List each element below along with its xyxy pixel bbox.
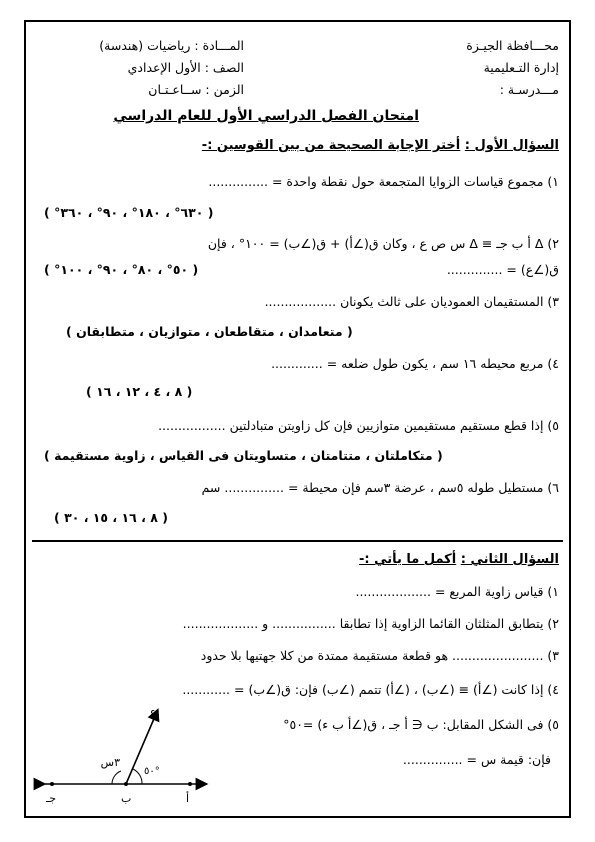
q2-item-5-answer: فإن: قيمة س = ............... [402, 752, 551, 767]
q1-choices-1: ( ٦٣٠° ، ١٨٠° ، ٩٠° ، ٣٦٠° ) [44, 205, 214, 220]
school: مـــدرسـة : [499, 82, 559, 97]
angle-arc-x [112, 771, 121, 784]
q2-item-1: ١) قياس زاوية المربع = ................... [355, 584, 559, 599]
subject: المـــادة : رياضيات (هندسة) [99, 38, 244, 53]
q1-item-6: ٦) مستطيل طوله ٥سم ، عرضة ٣سم فإن محيطة = ............... سم [201, 480, 559, 495]
label-b: ب [121, 792, 132, 805]
q1-heading-label: السؤال الأول : [464, 138, 559, 153]
exam-frame [24, 20, 571, 818]
label-d: ء [150, 705, 156, 719]
q1-choices-2: ( ٥٠° ، ٨٠° ، ٩٠° ، ١٠٠° ) [44, 262, 199, 277]
angle-figure [32, 702, 242, 812]
q1-choices-4: ( ٨ ، ٤ ، ١٢ ، ١٦ ) [86, 384, 193, 399]
label-x: ٣س [100, 756, 120, 769]
label-a: أ [186, 792, 190, 805]
q2-heading [359, 552, 559, 567]
q1-choices-3: ( متعامدان ، متقاطعان ، متوازيان ، متطابقان ) [66, 324, 353, 339]
q1-heading [202, 138, 559, 153]
q2-heading-label: السؤال الثاني : [460, 552, 559, 567]
point-a [188, 782, 192, 786]
time: الزمن : ســاعـتـان [148, 82, 244, 97]
label-c: جـ [46, 792, 57, 805]
section-divider [32, 540, 563, 542]
q1-item-3: ٣) المستقيمان العموديان على ثالث يكونان .................. [264, 294, 559, 309]
q2-item-5: ٥) فى الشكل المقابل: ب ∈ أ جـ ، ق(∠أ ب ء) =٥٠° [283, 717, 559, 732]
grade: الصف : الأول الإعدادي [127, 60, 244, 75]
q1-choices-5: ( متكاملتان ، متتامتان ، متساويتان فى القياس ، زاوية مستقيمة ) [44, 448, 443, 463]
q1-item-2: ٢) Δ أ ب جـ ≡ Δ س ص ع ، وكان ق(∠أ) + ق(∠ب) = ١٠٠° ، فإن [207, 236, 559, 251]
q1-item-2-line2: ق(∠ع) = .............. [446, 262, 559, 277]
q1-item-4: ٤) مربع محيطه ١٦ سم ، يكون طول ضلعه = ............. [271, 356, 559, 371]
q1-heading-text: أختر الإجابة الصحيحة من بين القوسين :- [201, 138, 461, 153]
point-b [124, 782, 128, 786]
q1-item-5: ٥) إذا قطع مستقيم مستقيمين متوازيين فإن كل زاويتن متبادلتين ................. [158, 418, 559, 433]
governorate: محـــافظة الجيـزة [466, 38, 559, 53]
q1-item-1: ١) مجموع قياسات الزوايا المتجمعة حول نقطة واحدة = ............... [208, 174, 559, 189]
angle-arc-50 [133, 769, 142, 784]
exam-title: امتحان الفصل الدراسي الأول للعام الدراسي [113, 108, 419, 124]
label-angle: ٥٠° [144, 766, 160, 777]
q2-item-3: ٣) ....................... هو قطعة مستقيمة ممتدة من كلا جهتيها بلا حدود [200, 648, 559, 663]
q2-heading-text: أكمل ما يأتي :- [358, 552, 457, 567]
point-c [50, 782, 54, 786]
administration: إدارة التـعليمية [483, 60, 559, 75]
q2-item-2: ٢) يتطابق المثلثان القائما الزاوية إذا تطابقا ................ و ................... [182, 616, 559, 631]
q2-item-4: ٤) إذا كانت (∠أ) ≡ (∠ب) ، (∠أ) تتمم (∠ب) فإن: ق(∠ب) = ............ [182, 682, 559, 697]
q1-choices-6: ( ٨ ، ١٦ ، ١٥ ، ٣٠ ) [54, 510, 168, 525]
